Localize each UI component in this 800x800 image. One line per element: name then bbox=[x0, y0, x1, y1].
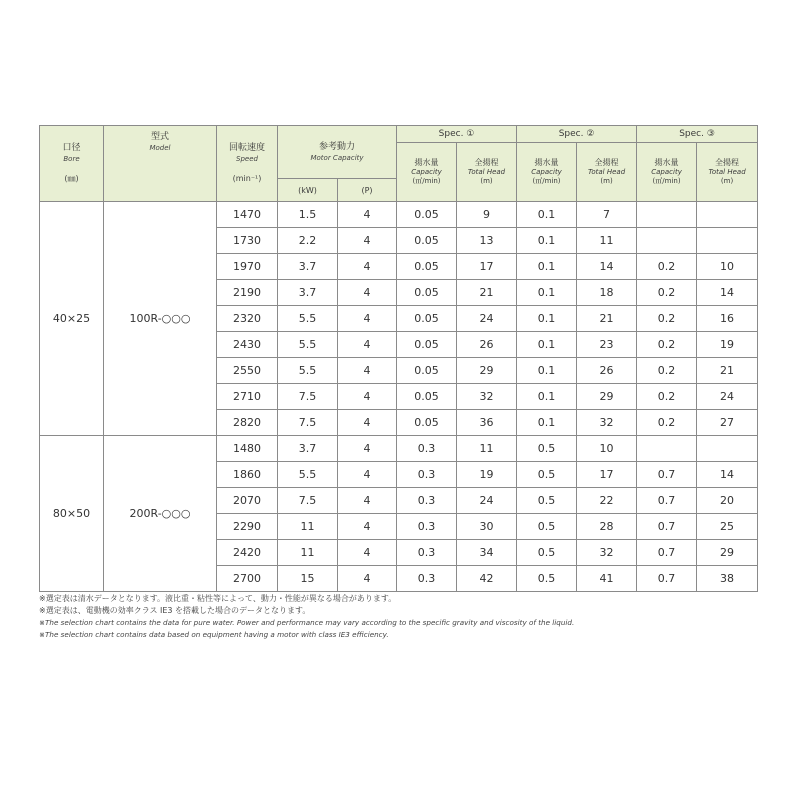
capacity-header-unit: (㎥/min) bbox=[532, 177, 561, 185]
head-header-3 bbox=[697, 143, 758, 202]
motor-kw-cell: 7.5 bbox=[278, 410, 338, 436]
motor-kw-cell: 5.5 bbox=[278, 332, 338, 358]
capacity-2-cell: 0.5 bbox=[517, 488, 577, 514]
spec-1-header: Spec. ① bbox=[397, 126, 517, 143]
head-2-cell: 41 bbox=[577, 566, 637, 592]
head-3-cell: 16 bbox=[697, 306, 758, 332]
head-3-cell: 14 bbox=[697, 462, 758, 488]
model-cell: 100R-○○○ bbox=[104, 202, 217, 436]
speed-header-en: Speed bbox=[236, 155, 258, 163]
motor-kw-cell: 7.5 bbox=[278, 384, 338, 410]
speed-header-jp: 回転速度 bbox=[228, 143, 265, 153]
capacity-1-cell: 0.05 bbox=[397, 202, 457, 228]
motor-p-cell: 4 bbox=[338, 540, 397, 566]
speed-cell: 2320 bbox=[217, 306, 278, 332]
speed-header-unit: (min⁻¹) bbox=[232, 174, 262, 183]
footnotes bbox=[39, 593, 779, 641]
bore-header-en: Bore bbox=[63, 155, 80, 163]
head-1-cell: 17 bbox=[457, 254, 517, 280]
head-2-cell: 23 bbox=[577, 332, 637, 358]
speed-cell: 2190 bbox=[217, 280, 278, 306]
head-header-2 bbox=[577, 143, 637, 202]
capacity-1-cell: 0.3 bbox=[397, 540, 457, 566]
speed-cell: 2070 bbox=[217, 488, 278, 514]
motor-kw-cell: 3.7 bbox=[278, 436, 338, 462]
motor-p-cell: 4 bbox=[338, 514, 397, 540]
head-3-cell: 21 bbox=[697, 358, 758, 384]
motor-kw-cell: 1.5 bbox=[278, 202, 338, 228]
capacity-1-cell: 0.05 bbox=[397, 228, 457, 254]
pump-selection-table bbox=[39, 125, 758, 592]
capacity-3-cell: 0.7 bbox=[637, 566, 697, 592]
head-3-cell: 20 bbox=[697, 488, 758, 514]
head-1-cell: 42 bbox=[457, 566, 517, 592]
speed-cell: 2710 bbox=[217, 384, 278, 410]
capacity-3-cell: 0.2 bbox=[637, 306, 697, 332]
motor-kw-cell: 5.5 bbox=[278, 306, 338, 332]
motor-kw-cell: 7.5 bbox=[278, 488, 338, 514]
speed-cell: 1860 bbox=[217, 462, 278, 488]
spec-3-header: Spec. ③ bbox=[637, 126, 758, 143]
motor-p-cell: 4 bbox=[338, 410, 397, 436]
capacity-header-unit: (㎥/min) bbox=[412, 177, 441, 185]
capacity-3-cell: 0.7 bbox=[637, 514, 697, 540]
speed-cell: 2430 bbox=[217, 332, 278, 358]
capacity-3-cell: 0.2 bbox=[637, 384, 697, 410]
motor-p-cell: 4 bbox=[338, 202, 397, 228]
head-2-cell: 29 bbox=[577, 384, 637, 410]
capacity-2-cell: 0.1 bbox=[517, 228, 577, 254]
head-2-cell: 32 bbox=[577, 410, 637, 436]
motor-p-cell: 4 bbox=[338, 280, 397, 306]
head-3-cell: 24 bbox=[697, 384, 758, 410]
capacity-1-cell: 0.3 bbox=[397, 514, 457, 540]
head-header-unit: (m) bbox=[600, 177, 613, 185]
capacity-3-cell bbox=[637, 202, 697, 228]
head-2-cell: 28 bbox=[577, 514, 637, 540]
head-2-cell: 26 bbox=[577, 358, 637, 384]
motor-p-cell: 4 bbox=[338, 462, 397, 488]
capacity-3-cell bbox=[637, 228, 697, 254]
head-1-cell: 24 bbox=[457, 306, 517, 332]
capacity-1-cell: 0.3 bbox=[397, 436, 457, 462]
footnote: ※The selection chart contains data based on equipment having a motor with class IE3 efficiency. bbox=[39, 630, 389, 639]
motor-p-cell: 4 bbox=[338, 228, 397, 254]
model-header bbox=[104, 126, 217, 202]
motor-kw-unit: (kW) bbox=[278, 179, 338, 202]
motor-header-jp: 参考動力 bbox=[319, 141, 356, 152]
head-2-cell: 11 bbox=[577, 228, 637, 254]
capacity-1-cell: 0.3 bbox=[397, 488, 457, 514]
capacity-header-jp: 揚水量 bbox=[414, 158, 439, 167]
motor-kw-cell: 3.7 bbox=[278, 254, 338, 280]
capacity-2-cell: 0.5 bbox=[517, 514, 577, 540]
capacity-header-en: Capacity bbox=[531, 168, 562, 176]
capacity-2-cell: 0.1 bbox=[517, 202, 577, 228]
capacity-2-cell: 0.5 bbox=[517, 540, 577, 566]
motor-header bbox=[278, 126, 397, 179]
table-row bbox=[40, 202, 758, 228]
capacity-3-cell: 0.2 bbox=[637, 280, 697, 306]
head-2-cell: 21 bbox=[577, 306, 637, 332]
motor-kw-cell: 5.5 bbox=[278, 358, 338, 384]
model-cell: 200R-○○○ bbox=[104, 436, 217, 592]
capacity-header-jp: 揚水量 bbox=[654, 158, 679, 167]
head-header-en: Total Head bbox=[587, 168, 626, 176]
capacity-2-cell: 0.1 bbox=[517, 410, 577, 436]
head-1-cell: 9 bbox=[457, 202, 517, 228]
head-1-cell: 34 bbox=[457, 540, 517, 566]
head-header-en: Total Head bbox=[708, 168, 746, 176]
capacity-3-cell: 0.7 bbox=[637, 488, 697, 514]
speed-cell: 2550 bbox=[217, 358, 278, 384]
capacity-3-cell bbox=[637, 436, 697, 462]
head-2-cell: 10 bbox=[577, 436, 637, 462]
head-3-cell: 27 bbox=[697, 410, 758, 436]
motor-p-cell: 4 bbox=[338, 566, 397, 592]
capacity-2-cell: 0.5 bbox=[517, 436, 577, 462]
speed-cell: 2290 bbox=[217, 514, 278, 540]
head-header-1 bbox=[457, 143, 517, 202]
capacity-header-en: Capacity bbox=[651, 168, 682, 176]
capacity-header-1 bbox=[397, 143, 457, 202]
head-3-cell bbox=[697, 228, 758, 254]
speed-cell: 1470 bbox=[217, 202, 278, 228]
head-header-jp: 全揚程 bbox=[594, 158, 619, 167]
head-2-cell: 17 bbox=[577, 462, 637, 488]
head-header-jp: 全揚程 bbox=[474, 158, 499, 167]
head-1-cell: 30 bbox=[457, 514, 517, 540]
capacity-1-cell: 0.3 bbox=[397, 462, 457, 488]
head-1-cell: 32 bbox=[457, 384, 517, 410]
head-3-cell bbox=[697, 202, 758, 228]
capacity-2-cell: 0.1 bbox=[517, 306, 577, 332]
head-2-cell: 7 bbox=[577, 202, 637, 228]
speed-cell: 2820 bbox=[217, 410, 278, 436]
capacity-1-cell: 0.05 bbox=[397, 332, 457, 358]
bore-header-jp: 口径 bbox=[62, 143, 81, 153]
capacity-3-cell: 0.2 bbox=[637, 254, 697, 280]
capacity-2-cell: 0.1 bbox=[517, 254, 577, 280]
speed-header bbox=[217, 126, 278, 202]
capacity-header-3 bbox=[637, 143, 697, 202]
bore-cell: 80×50 bbox=[40, 436, 104, 592]
footnote: ※The selection chart contains the data for pure water. Power and performance may vary according to the specific gravity and viscosity of the liquid. bbox=[39, 618, 575, 627]
capacity-1-cell: 0.3 bbox=[397, 566, 457, 592]
head-header-unit: (m) bbox=[480, 177, 493, 185]
speed-cell: 2420 bbox=[217, 540, 278, 566]
capacity-2-cell: 0.5 bbox=[517, 462, 577, 488]
head-3-cell bbox=[697, 436, 758, 462]
motor-kw-cell: 5.5 bbox=[278, 462, 338, 488]
capacity-2-cell: 0.1 bbox=[517, 384, 577, 410]
head-2-cell: 18 bbox=[577, 280, 637, 306]
head-2-cell: 22 bbox=[577, 488, 637, 514]
motor-kw-cell: 3.7 bbox=[278, 280, 338, 306]
head-1-cell: 26 bbox=[457, 332, 517, 358]
motor-p-cell: 4 bbox=[338, 306, 397, 332]
footnote: ※選定表は清水データとなります。液比重・粘性等によって、動力・性能が異なる場合があります。 bbox=[39, 594, 397, 603]
speed-cell: 1970 bbox=[217, 254, 278, 280]
motor-kw-cell: 11 bbox=[278, 514, 338, 540]
head-header-jp: 全揚程 bbox=[715, 158, 740, 167]
capacity-header-2 bbox=[517, 143, 577, 202]
model-header-jp: 型式 bbox=[150, 132, 169, 142]
motor-p-unit: (P) bbox=[338, 179, 397, 202]
head-header-unit: (m) bbox=[720, 177, 734, 185]
head-3-cell: 14 bbox=[697, 280, 758, 306]
capacity-2-cell: 0.1 bbox=[517, 280, 577, 306]
speed-cell: 2700 bbox=[217, 566, 278, 592]
head-1-cell: 36 bbox=[457, 410, 517, 436]
bore-header-unit: (㎜) bbox=[64, 174, 79, 183]
capacity-2-cell: 0.1 bbox=[517, 332, 577, 358]
capacity-3-cell: 0.7 bbox=[637, 540, 697, 566]
head-1-cell: 24 bbox=[457, 488, 517, 514]
head-header-en: Total Head bbox=[467, 168, 506, 176]
motor-header-en: Motor Capacity bbox=[310, 153, 364, 162]
capacity-header-jp: 揚水量 bbox=[534, 158, 559, 167]
bore-header bbox=[40, 126, 104, 202]
speed-cell: 1480 bbox=[217, 436, 278, 462]
motor-kw-cell: 15 bbox=[278, 566, 338, 592]
head-1-cell: 13 bbox=[457, 228, 517, 254]
head-1-cell: 21 bbox=[457, 280, 517, 306]
head-3-cell: 19 bbox=[697, 332, 758, 358]
head-3-cell: 38 bbox=[697, 566, 758, 592]
capacity-3-cell: 0.2 bbox=[637, 332, 697, 358]
table-row bbox=[40, 436, 758, 462]
capacity-3-cell: 0.7 bbox=[637, 462, 697, 488]
capacity-1-cell: 0.05 bbox=[397, 410, 457, 436]
motor-kw-cell: 2.2 bbox=[278, 228, 338, 254]
capacity-2-cell: 0.5 bbox=[517, 566, 577, 592]
table-body bbox=[40, 202, 758, 592]
capacity-1-cell: 0.05 bbox=[397, 280, 457, 306]
capacity-3-cell: 0.2 bbox=[637, 358, 697, 384]
model-header-en: Model bbox=[149, 144, 171, 152]
spec-2-header: Spec. ② bbox=[517, 126, 637, 143]
bore-cell: 40×25 bbox=[40, 202, 104, 436]
head-1-cell: 29 bbox=[457, 358, 517, 384]
speed-cell: 1730 bbox=[217, 228, 278, 254]
head-2-cell: 32 bbox=[577, 540, 637, 566]
motor-p-cell: 4 bbox=[338, 358, 397, 384]
motor-p-cell: 4 bbox=[338, 488, 397, 514]
motor-p-cell: 4 bbox=[338, 436, 397, 462]
head-2-cell: 14 bbox=[577, 254, 637, 280]
capacity-1-cell: 0.05 bbox=[397, 384, 457, 410]
capacity-1-cell: 0.05 bbox=[397, 358, 457, 384]
capacity-2-cell: 0.1 bbox=[517, 358, 577, 384]
capacity-3-cell: 0.2 bbox=[637, 410, 697, 436]
head-1-cell: 19 bbox=[457, 462, 517, 488]
head-1-cell: 11 bbox=[457, 436, 517, 462]
capacity-1-cell: 0.05 bbox=[397, 306, 457, 332]
motor-p-cell: 4 bbox=[338, 254, 397, 280]
motor-p-cell: 4 bbox=[338, 384, 397, 410]
motor-p-cell: 4 bbox=[338, 332, 397, 358]
capacity-1-cell: 0.05 bbox=[397, 254, 457, 280]
motor-kw-cell: 11 bbox=[278, 540, 338, 566]
head-3-cell: 10 bbox=[697, 254, 758, 280]
footnote: ※選定表は、電動機の効率クラス IE3 を搭載した場合のデータとなります。 bbox=[39, 606, 311, 615]
head-3-cell: 25 bbox=[697, 514, 758, 540]
capacity-header-unit: (㎥/min) bbox=[652, 177, 681, 185]
head-3-cell: 29 bbox=[697, 540, 758, 566]
capacity-header-en: Capacity bbox=[411, 168, 442, 176]
